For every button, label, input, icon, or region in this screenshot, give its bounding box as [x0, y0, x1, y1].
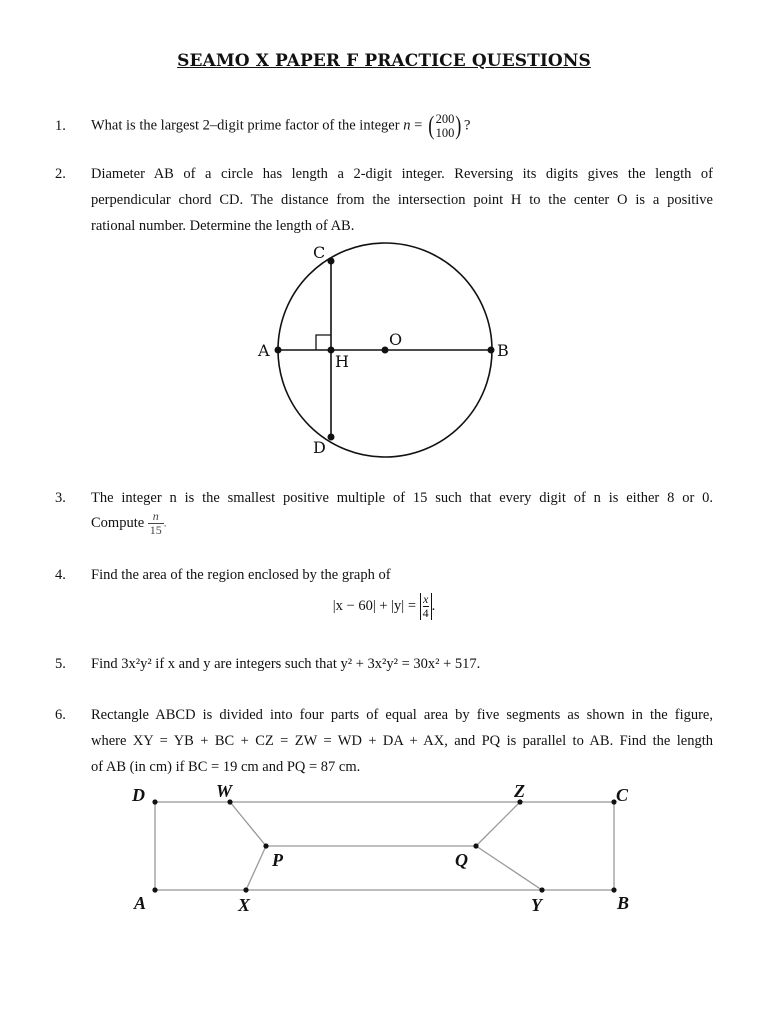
question-4-number: 4.	[55, 567, 66, 583]
label-z: Z	[514, 781, 525, 801]
frac-denominator: 15	[149, 523, 162, 537]
label-d: D	[313, 438, 326, 457]
label-h: H	[335, 352, 349, 371]
label-x: X	[238, 895, 251, 915]
point-y	[539, 887, 544, 892]
q4-eq-left: |x − 60| + |y| =	[332, 598, 420, 614]
page-title: SEAMO X PAPER F PRACTICE QUESTIONS	[177, 51, 591, 71]
question-1-number: 1.	[55, 118, 66, 134]
question-3-line-1: The integer n is the smallest positive multiple of 15 such that every digit of n is either 8 or 0.	[91, 490, 713, 506]
question-4-line-1: Find the area of the region enclosed by the graph of	[91, 567, 391, 583]
question-5-line-1: Find 3x²y² if x and y are integers such that y² + 3x²y² = 30x² + 517.	[91, 656, 481, 672]
label-c: C	[313, 243, 326, 262]
question-6-line-3: of AB (in cm) if BC = 19 cm and PQ = 87 cm.	[91, 759, 361, 775]
question-2-line-1: Diameter AB of a circle has length a 2-digit integer. Reversing its digits gives the length of	[91, 166, 713, 182]
q1-text-a: What is the largest 2–digit prime factor of the integer	[91, 117, 404, 134]
point-d	[152, 799, 157, 804]
label-d: D	[132, 785, 145, 805]
label-a: A	[258, 341, 270, 360]
label-c: C	[616, 785, 629, 805]
question-2-number: 2.	[55, 166, 66, 182]
question-5-number: 5.	[55, 656, 66, 672]
question-3-number: 3.	[55, 490, 66, 506]
abs-frac-numerator: x	[422, 592, 429, 606]
label-p: P	[272, 850, 283, 870]
segment-xp	[246, 846, 266, 890]
label-y: Y	[531, 895, 542, 915]
label-q: Q	[455, 850, 468, 870]
q1-var-n: n	[403, 117, 411, 134]
question-2-line-2: perpendicular chord CD. The distance from the intersection point H to the center O is a positive	[91, 192, 713, 208]
q1-text-b: ?	[463, 117, 471, 134]
binomial-coefficient: ( 200 100 )	[428, 111, 462, 140]
segment-yq	[476, 846, 542, 890]
point-q	[473, 843, 478, 848]
segment-zq	[476, 802, 520, 846]
label-o: O	[389, 330, 403, 349]
label-b: B	[497, 341, 509, 360]
q3-end: .	[163, 517, 167, 530]
point-p	[263, 843, 268, 848]
point-a	[152, 887, 157, 892]
question-6-number: 6.	[55, 707, 66, 723]
binom-top: 200	[435, 112, 455, 126]
question-6-line-2: where XY = YB + BC + CZ = ZW = WD + DA + AX, and PQ is parallel to AB. Find the length	[91, 733, 713, 749]
point-b	[611, 887, 616, 892]
label-a: A	[134, 893, 147, 913]
label-b: B	[617, 893, 630, 913]
abs-frac-denominator: 4	[422, 606, 429, 620]
q4-eq-end: .	[431, 598, 436, 614]
question-2-line-3: rational number. Determine the length of AB.	[91, 218, 355, 234]
frac-numerator: n	[148, 510, 164, 524]
binom-bottom: 100	[435, 126, 455, 140]
segment-wp	[230, 802, 266, 846]
label-w: W	[216, 781, 233, 801]
question-6-line-1: Rectangle ABCD is divided into four parts of equal area by five segments as shown in the figure,	[91, 707, 713, 723]
q1-eq: =	[410, 117, 426, 134]
q3-compute-text: Compute	[91, 515, 148, 531]
point-x	[243, 887, 248, 892]
